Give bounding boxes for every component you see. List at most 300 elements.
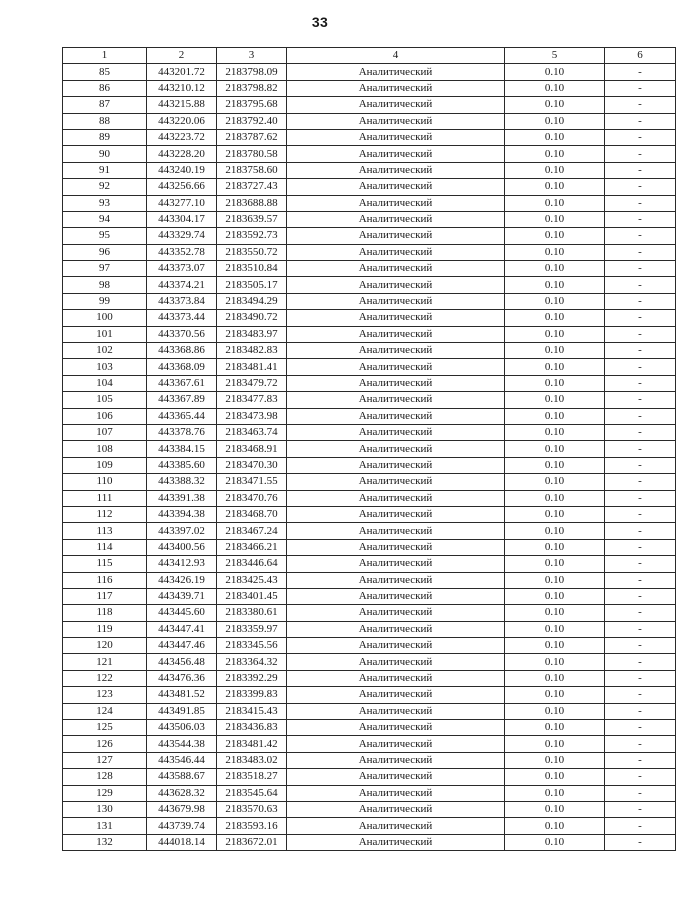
table-row (63, 474, 676, 490)
cell-extra: - (605, 556, 676, 572)
cell-method: Аналитический (287, 457, 505, 473)
cell-y-coordinate: 2183436.83 (217, 720, 287, 736)
cell-extra: - (605, 638, 676, 654)
cell-x-coordinate: 443388.32 (147, 474, 217, 490)
cell-y-coordinate: 2183727.43 (217, 179, 287, 195)
table-row (63, 769, 676, 785)
cell-precision: 0.10 (505, 146, 605, 162)
cell-method: Аналитический (287, 539, 505, 555)
cell-point-number: 102 (63, 343, 147, 359)
cell-precision: 0.10 (505, 736, 605, 752)
cell-extra: - (605, 195, 676, 211)
cell-method: Аналитический (287, 588, 505, 604)
column-header-extra: 6 (605, 48, 676, 64)
table-row (63, 162, 676, 178)
cell-method: Аналитический (287, 179, 505, 195)
cell-point-number: 96 (63, 244, 147, 260)
table-row (63, 326, 676, 342)
column-header-point-number: 1 (63, 48, 147, 64)
cell-x-coordinate: 443352.78 (147, 244, 217, 260)
table-row (63, 539, 676, 555)
cell-point-number: 87 (63, 97, 147, 113)
cell-method: Аналитический (287, 752, 505, 768)
cell-y-coordinate: 2183477.83 (217, 392, 287, 408)
table-row (63, 588, 676, 604)
cell-point-number: 89 (63, 129, 147, 145)
cell-precision: 0.10 (505, 195, 605, 211)
cell-x-coordinate: 443447.46 (147, 638, 217, 654)
cell-y-coordinate: 2183787.62 (217, 129, 287, 145)
cell-x-coordinate: 443385.60 (147, 457, 217, 473)
cell-method: Аналитический (287, 506, 505, 522)
table-row (63, 621, 676, 637)
cell-extra: - (605, 769, 676, 785)
table-row (63, 64, 676, 80)
cell-extra: - (605, 474, 676, 490)
cell-y-coordinate: 2183795.68 (217, 97, 287, 113)
cell-point-number: 105 (63, 392, 147, 408)
cell-method: Аналитический (287, 228, 505, 244)
cell-y-coordinate: 2183481.41 (217, 359, 287, 375)
cell-x-coordinate: 443223.72 (147, 129, 217, 145)
cell-extra: - (605, 97, 676, 113)
cell-y-coordinate: 2183380.61 (217, 605, 287, 621)
cell-y-coordinate: 2183545.64 (217, 785, 287, 801)
cell-y-coordinate: 2183672.01 (217, 834, 287, 850)
cell-x-coordinate: 443439.71 (147, 588, 217, 604)
cell-precision: 0.10 (505, 179, 605, 195)
cell-point-number: 121 (63, 654, 147, 670)
cell-precision: 0.10 (505, 621, 605, 637)
cell-y-coordinate: 2183463.74 (217, 424, 287, 440)
cell-precision: 0.10 (505, 818, 605, 834)
table-row (63, 556, 676, 572)
cell-extra: - (605, 408, 676, 424)
cell-method: Аналитический (287, 785, 505, 801)
table-row (63, 834, 676, 850)
table-row (63, 80, 676, 96)
table-row (63, 572, 676, 588)
cell-precision: 0.10 (505, 523, 605, 539)
cell-point-number: 113 (63, 523, 147, 539)
cell-precision: 0.10 (505, 769, 605, 785)
table-row (63, 375, 676, 391)
cell-point-number: 86 (63, 80, 147, 96)
cell-x-coordinate: 443384.15 (147, 441, 217, 457)
cell-x-coordinate: 443256.66 (147, 179, 217, 195)
cell-precision: 0.10 (505, 97, 605, 113)
cell-x-coordinate: 443679.98 (147, 801, 217, 817)
cell-y-coordinate: 2183505.17 (217, 277, 287, 293)
table-row (63, 506, 676, 522)
cell-precision: 0.10 (505, 64, 605, 80)
cell-method: Аналитический (287, 146, 505, 162)
cell-precision: 0.10 (505, 720, 605, 736)
table-row (63, 605, 676, 621)
cell-point-number: 91 (63, 162, 147, 178)
table-row (63, 261, 676, 277)
table-row (63, 441, 676, 457)
cell-method: Аналитический (287, 769, 505, 785)
cell-precision: 0.10 (505, 474, 605, 490)
cell-point-number: 119 (63, 621, 147, 637)
cell-method: Аналитический (287, 720, 505, 736)
cell-point-number: 97 (63, 261, 147, 277)
cell-x-coordinate: 443544.38 (147, 736, 217, 752)
cell-extra: - (605, 523, 676, 539)
table-row (63, 523, 676, 539)
cell-x-coordinate: 443739.74 (147, 818, 217, 834)
table-row (63, 244, 676, 260)
cell-extra: - (605, 359, 676, 375)
table-row (63, 392, 676, 408)
cell-method: Аналитический (287, 638, 505, 654)
table-row (63, 720, 676, 736)
cell-extra: - (605, 113, 676, 129)
cell-y-coordinate: 2183639.57 (217, 211, 287, 227)
cell-x-coordinate: 443426.19 (147, 572, 217, 588)
cell-extra: - (605, 605, 676, 621)
cell-precision: 0.10 (505, 638, 605, 654)
cell-method: Аналитический (287, 113, 505, 129)
cell-precision: 0.10 (505, 129, 605, 145)
cell-x-coordinate: 443412.93 (147, 556, 217, 572)
cell-y-coordinate: 2183468.70 (217, 506, 287, 522)
cell-precision: 0.10 (505, 441, 605, 457)
cell-precision: 0.10 (505, 228, 605, 244)
table-row (63, 179, 676, 195)
cell-x-coordinate: 443373.07 (147, 261, 217, 277)
page-number: 33 (311, 14, 329, 30)
cell-method: Аналитический (287, 523, 505, 539)
column-header-y-coordinate: 3 (217, 48, 287, 64)
cell-extra: - (605, 457, 676, 473)
cell-precision: 0.10 (505, 457, 605, 473)
column-header-precision: 5 (505, 48, 605, 64)
table-body (63, 64, 676, 851)
cell-method: Аналитический (287, 129, 505, 145)
cell-extra: - (605, 343, 676, 359)
cell-precision: 0.10 (505, 244, 605, 260)
cell-x-coordinate: 443476.36 (147, 670, 217, 686)
table-row (63, 408, 676, 424)
cell-method: Аналитический (287, 670, 505, 686)
cell-x-coordinate: 443277.10 (147, 195, 217, 211)
cell-extra: - (605, 834, 676, 850)
cell-x-coordinate: 443201.72 (147, 64, 217, 80)
cell-x-coordinate: 443373.84 (147, 293, 217, 309)
cell-precision: 0.10 (505, 113, 605, 129)
cell-y-coordinate: 2183345.56 (217, 638, 287, 654)
cell-point-number: 129 (63, 785, 147, 801)
cell-method: Аналитический (287, 408, 505, 424)
cell-method: Аналитический (287, 605, 505, 621)
cell-precision: 0.10 (505, 654, 605, 670)
cell-method: Аналитический (287, 441, 505, 457)
cell-extra: - (605, 720, 676, 736)
cell-x-coordinate: 443447.41 (147, 621, 217, 637)
cell-method: Аналитический (287, 736, 505, 752)
cell-extra: - (605, 572, 676, 588)
table-row (63, 638, 676, 654)
cell-x-coordinate: 443210.12 (147, 80, 217, 96)
cell-point-number: 111 (63, 490, 147, 506)
cell-precision: 0.10 (505, 375, 605, 391)
table-row (63, 785, 676, 801)
cell-point-number: 131 (63, 818, 147, 834)
cell-method: Аналитический (287, 424, 505, 440)
cell-y-coordinate: 2183470.30 (217, 457, 287, 473)
cell-y-coordinate: 2183466.21 (217, 539, 287, 555)
table-row (63, 146, 676, 162)
cell-extra: - (605, 211, 676, 227)
cell-y-coordinate: 2183364.32 (217, 654, 287, 670)
cell-extra: - (605, 424, 676, 440)
table-row (63, 703, 676, 719)
cell-extra: - (605, 539, 676, 555)
cell-extra: - (605, 441, 676, 457)
cell-extra: - (605, 801, 676, 817)
cell-y-coordinate: 2183593.16 (217, 818, 287, 834)
table-row (63, 129, 676, 145)
cell-x-coordinate: 443400.56 (147, 539, 217, 555)
cell-extra: - (605, 490, 676, 506)
cell-point-number: 108 (63, 441, 147, 457)
cell-precision: 0.10 (505, 490, 605, 506)
cell-method: Аналитический (287, 556, 505, 572)
cell-extra: - (605, 244, 676, 260)
cell-point-number: 122 (63, 670, 147, 686)
table-row (63, 654, 676, 670)
cell-method: Аналитический (287, 293, 505, 309)
cell-extra: - (605, 80, 676, 96)
cell-point-number: 130 (63, 801, 147, 817)
cell-precision: 0.10 (505, 359, 605, 375)
cell-point-number: 101 (63, 326, 147, 342)
cell-extra: - (605, 326, 676, 342)
cell-x-coordinate: 443368.09 (147, 359, 217, 375)
cell-point-number: 109 (63, 457, 147, 473)
cell-extra: - (605, 687, 676, 703)
cell-y-coordinate: 2183468.91 (217, 441, 287, 457)
cell-x-coordinate: 443304.17 (147, 211, 217, 227)
cell-y-coordinate: 2183481.42 (217, 736, 287, 752)
cell-y-coordinate: 2183473.98 (217, 408, 287, 424)
cell-method: Аналитический (287, 310, 505, 326)
cell-x-coordinate: 443228.20 (147, 146, 217, 162)
cell-precision: 0.10 (505, 424, 605, 440)
cell-x-coordinate: 444018.14 (147, 834, 217, 850)
cell-y-coordinate: 2183401.45 (217, 588, 287, 604)
cell-point-number: 103 (63, 359, 147, 375)
cell-point-number: 90 (63, 146, 147, 162)
cell-point-number: 104 (63, 375, 147, 391)
cell-precision: 0.10 (505, 785, 605, 801)
cell-point-number: 107 (63, 424, 147, 440)
table-row (63, 801, 676, 817)
table-row (63, 293, 676, 309)
table-row (63, 113, 676, 129)
table-row (63, 310, 676, 326)
cell-extra: - (605, 261, 676, 277)
cell-y-coordinate: 2183494.29 (217, 293, 287, 309)
cell-y-coordinate: 2183359.97 (217, 621, 287, 637)
cell-method: Аналитический (287, 687, 505, 703)
cell-x-coordinate: 443391.38 (147, 490, 217, 506)
cell-x-coordinate: 443373.44 (147, 310, 217, 326)
cell-method: Аналитический (287, 343, 505, 359)
cell-y-coordinate: 2183415.43 (217, 703, 287, 719)
cell-method: Аналитический (287, 211, 505, 227)
cell-x-coordinate: 443445.60 (147, 605, 217, 621)
cell-method: Аналитический (287, 654, 505, 670)
cell-method: Аналитический (287, 261, 505, 277)
cell-precision: 0.10 (505, 277, 605, 293)
cell-extra: - (605, 654, 676, 670)
cell-x-coordinate: 443394.38 (147, 506, 217, 522)
cell-point-number: 98 (63, 277, 147, 293)
cell-point-number: 115 (63, 556, 147, 572)
table-row (63, 211, 676, 227)
cell-precision: 0.10 (505, 343, 605, 359)
cell-precision: 0.10 (505, 588, 605, 604)
cell-point-number: 126 (63, 736, 147, 752)
cell-x-coordinate: 443397.02 (147, 523, 217, 539)
cell-y-coordinate: 2183490.72 (217, 310, 287, 326)
column-header-x-coordinate: 2 (147, 48, 217, 64)
table-row (63, 736, 676, 752)
cell-x-coordinate: 443367.61 (147, 375, 217, 391)
cell-method: Аналитический (287, 490, 505, 506)
cell-x-coordinate: 443215.88 (147, 97, 217, 113)
cell-point-number: 94 (63, 211, 147, 227)
cell-point-number: 112 (63, 506, 147, 522)
cell-y-coordinate: 2183792.40 (217, 113, 287, 129)
cell-extra: - (605, 162, 676, 178)
cell-y-coordinate: 2183446.64 (217, 556, 287, 572)
cell-point-number: 114 (63, 539, 147, 555)
cell-precision: 0.10 (505, 670, 605, 686)
cell-x-coordinate: 443329.74 (147, 228, 217, 244)
cell-method: Аналитический (287, 474, 505, 490)
cell-precision: 0.10 (505, 572, 605, 588)
cell-extra: - (605, 752, 676, 768)
table-row (63, 277, 676, 293)
cell-method: Аналитический (287, 572, 505, 588)
cell-method: Аналитический (287, 97, 505, 113)
cell-x-coordinate: 443628.32 (147, 785, 217, 801)
cell-method: Аналитический (287, 801, 505, 817)
cell-method: Аналитический (287, 359, 505, 375)
cell-point-number: 100 (63, 310, 147, 326)
table-row (63, 687, 676, 703)
cell-extra: - (605, 228, 676, 244)
cell-x-coordinate: 443546.44 (147, 752, 217, 768)
cell-y-coordinate: 2183482.83 (217, 343, 287, 359)
cell-point-number: 118 (63, 605, 147, 621)
coordinates-table (62, 47, 676, 851)
cell-precision: 0.10 (505, 703, 605, 719)
cell-extra: - (605, 785, 676, 801)
cell-y-coordinate: 2183510.84 (217, 261, 287, 277)
cell-precision: 0.10 (505, 834, 605, 850)
cell-y-coordinate: 2183392.29 (217, 670, 287, 686)
cell-method: Аналитический (287, 375, 505, 391)
cell-x-coordinate: 443506.03 (147, 720, 217, 736)
cell-point-number: 132 (63, 834, 147, 850)
cell-method: Аналитический (287, 703, 505, 719)
cell-y-coordinate: 2183780.58 (217, 146, 287, 162)
cell-extra: - (605, 129, 676, 145)
cell-x-coordinate: 443220.06 (147, 113, 217, 129)
cell-precision: 0.10 (505, 408, 605, 424)
cell-method: Аналитический (287, 621, 505, 637)
table-row (63, 752, 676, 768)
table-row (63, 343, 676, 359)
cell-extra: - (605, 670, 676, 686)
cell-point-number: 116 (63, 572, 147, 588)
cell-y-coordinate: 2183758.60 (217, 162, 287, 178)
cell-method: Аналитический (287, 818, 505, 834)
table-row (63, 228, 676, 244)
cell-extra: - (605, 179, 676, 195)
cell-y-coordinate: 2183483.02 (217, 752, 287, 768)
table-row (63, 97, 676, 113)
cell-extra: - (605, 293, 676, 309)
cell-precision: 0.10 (505, 392, 605, 408)
table-row (63, 457, 676, 473)
cell-precision: 0.10 (505, 752, 605, 768)
cell-x-coordinate: 443374.21 (147, 277, 217, 293)
cell-method: Аналитический (287, 244, 505, 260)
cell-method: Аналитический (287, 834, 505, 850)
cell-precision: 0.10 (505, 80, 605, 96)
table-row (63, 818, 676, 834)
cell-precision: 0.10 (505, 261, 605, 277)
cell-precision: 0.10 (505, 506, 605, 522)
cell-method: Аналитический (287, 64, 505, 80)
cell-method: Аналитический (287, 162, 505, 178)
cell-y-coordinate: 2183479.72 (217, 375, 287, 391)
cell-point-number: 110 (63, 474, 147, 490)
cell-method: Аналитический (287, 277, 505, 293)
cell-extra: - (605, 621, 676, 637)
table-row (63, 359, 676, 375)
cell-precision: 0.10 (505, 326, 605, 342)
cell-y-coordinate: 2183570.63 (217, 801, 287, 817)
cell-x-coordinate: 443588.67 (147, 769, 217, 785)
cell-point-number: 99 (63, 293, 147, 309)
cell-point-number: 88 (63, 113, 147, 129)
cell-x-coordinate: 443491.85 (147, 703, 217, 719)
cell-precision: 0.10 (505, 801, 605, 817)
cell-point-number: 124 (63, 703, 147, 719)
cell-method: Аналитический (287, 80, 505, 96)
cell-point-number: 120 (63, 638, 147, 654)
cell-precision: 0.10 (505, 211, 605, 227)
cell-extra: - (605, 277, 676, 293)
cell-extra: - (605, 506, 676, 522)
cell-extra: - (605, 818, 676, 834)
cell-y-coordinate: 2183798.82 (217, 80, 287, 96)
cell-extra: - (605, 392, 676, 408)
cell-point-number: 127 (63, 752, 147, 768)
cell-y-coordinate: 2183425.43 (217, 572, 287, 588)
cell-y-coordinate: 2183470.76 (217, 490, 287, 506)
table-header-row (63, 48, 676, 64)
cell-x-coordinate: 443370.56 (147, 326, 217, 342)
cell-extra: - (605, 310, 676, 326)
